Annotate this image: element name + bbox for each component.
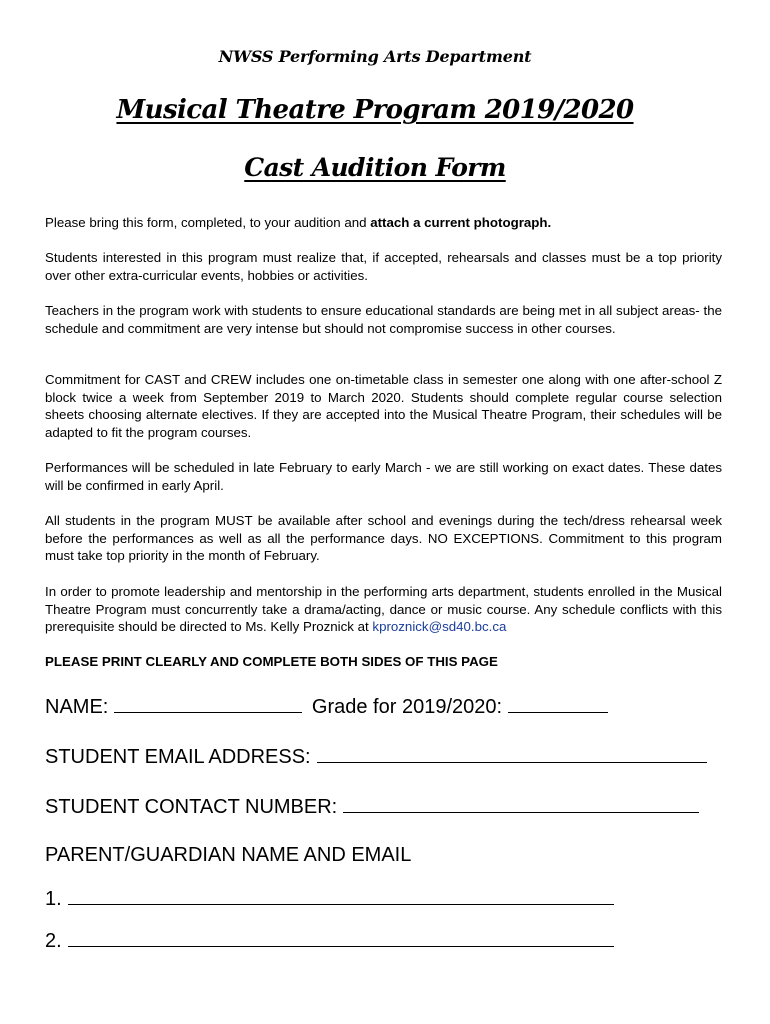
page-subtitle: Cast Audition Form [244,153,506,182]
paragraph-text: Students interested in this program must realize that, if accepted, rehearsals and classes must be a top priority over other extra-curricular events, hobbies or activities. [45,250,722,283]
student-email-field[interactable] [317,742,707,763]
student-contact-field[interactable] [343,792,699,813]
contact-email-link[interactable]: kproznick@sd40.bc.ca [372,619,507,634]
paragraph-text: Commitment for CAST and CREW includes one on-timetable class in semester one along with one after-school Z block twice a week from September 2019 to March 2020. Students should complete regular course selection sheets choosing alternate electives. If they are accepted into the Musical Theatre Program, their schedules will be adapted to fit the program courses. [45,372,722,440]
parent-1-label: 1. [45,888,62,910]
parent-2-label: 2. [45,930,62,952]
paragraph-teachers [45,302,722,337]
intro-bold-text: attach a current photograph. [370,215,552,230]
name-grade-row [45,692,608,719]
print-instruction: PLEASE PRINT CLEARLY AND COMPLETE BOTH SIDES OF THIS PAGE [45,654,498,669]
student-contact-label: STUDENT CONTACT NUMBER: [45,796,338,818]
paragraph-leadership [45,583,722,636]
paragraph-priority [45,249,722,284]
page-title: Musical Theatre Program 2019/2020 [116,95,634,125]
grade-label: Grade for 2019/2020: [311,696,503,718]
paragraph-performances [45,459,722,494]
paragraph-availability [45,512,722,565]
student-contact-row [45,792,699,819]
parent-guardian-heading: PARENT/GUARDIAN NAME AND EMAIL [45,844,412,866]
parent-2-field[interactable] [68,926,614,947]
intro-text: Please bring this form, completed, to your audition and [45,215,371,230]
paragraph-text: Performances will be scheduled in late February to early March - we are still working on exact dates. These dates will be confirmed in early April. [45,460,722,493]
leadership-text: In order to promote leadership and mentorship in the performing arts department, students enrolled in the Musical Theatre Program must concurrently take a drama/acting, dance or music course. Any schedule conflicts with this prerequisite should be directed to Ms. Kelly Proznick at [45,584,722,634]
department-name: NWSS Performing Arts Department [218,47,532,66]
parent-row-1 [45,884,614,911]
parent-row-2 [45,926,614,953]
student-email-row [45,742,707,769]
student-email-label: STUDENT EMAIL ADDRESS: [45,746,311,768]
grade-field[interactable] [508,692,608,713]
paragraph-text: Teachers in the program work with students to ensure educational standards are being met in all subject areas- the schedule and commitment are very intense but should not compromise success in other courses. [45,303,722,336]
name-field[interactable] [114,692,302,713]
name-label: NAME: [45,696,109,718]
intro-paragraph [45,214,722,232]
paragraph-text: All students in the program MUST be available after school and evenings during the tech/dress rehearsal week before the performances as well as all the performance days. NO EXCEPTIONS. Commitment to this program must take top priority in the month of February. [45,513,722,563]
paragraph-commitment [45,371,722,441]
parent-1-field[interactable] [68,884,614,905]
